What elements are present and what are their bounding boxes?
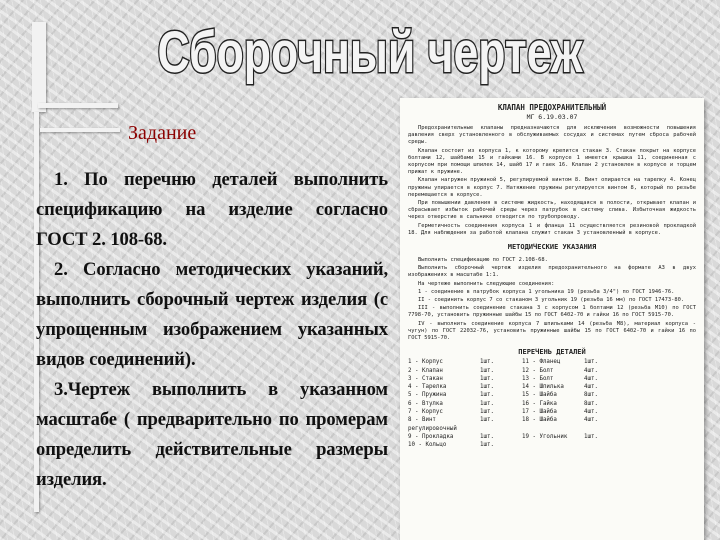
parts-row (408, 416, 696, 433)
parts-row (408, 367, 696, 375)
part-qty: 1шт. (480, 433, 494, 440)
part-name: 14 - Шпилька (522, 384, 564, 391)
part-qty: 4шт. (584, 367, 598, 374)
sheet-code: МГ 6.19.03.07 (526, 113, 578, 121)
part-name: 11 - Фланец (522, 359, 561, 366)
part-qty: 1шт. (480, 400, 494, 407)
parts-row (408, 433, 696, 441)
part-name: 17 - Шайба (522, 409, 557, 416)
part-name: 19 - Угольник (522, 433, 568, 440)
part-name: 7 - Корпус (408, 409, 443, 416)
title-text: Сборочный чертеж (157, 20, 584, 85)
part-name: 6 - Втулка (408, 400, 443, 407)
part-qty: 1шт. (480, 384, 494, 391)
decor-horizontal-bar-2 (40, 128, 120, 132)
description-paragraph: Герметичность соединения корпуса 1 и фланца 11 осуществляется резиновой прокладкой 18. Для наблюдения за работой клапана служит стакан 3 установленный в корпусе. (408, 222, 696, 236)
parts-row (408, 358, 696, 366)
methods-paragraph: III - выполнить соединение стакана 3 с корпусом 1 болтами 12 (резьба М10) по ГОСТ 7798-70, установить пружинные шайбы 15 по ГОСТ 6402-70 и гайки 16 по ГОСТ 5915-70. (408, 305, 696, 319)
sheet-title: КЛАПАН ПРЕДОХРАНИТЕЛЬНЫЙ (497, 103, 607, 112)
part-qty: 1шт. (480, 392, 494, 399)
part-qty: 4шт. (584, 375, 598, 382)
part-qty: 1шт. (584, 433, 598, 440)
description-paragraph: При повышении давления в системе жидкость, находящаяся в полости, открывает клапан и сбрасывает избыток рабочей среды через патрубок в систему слива. Избыточная жидкость через отверстие в сальнике отводится по трубопроводу. (408, 200, 696, 221)
part-name: 13 - Болт (522, 375, 554, 382)
part-name: 12 - Болт (522, 367, 554, 374)
methods-paragraph: IV - выполнить соединение корпуса 7 шпильками 14 (резьба М8), материал корпуса - чугун) по ГОСТ 22032-76, установить пружинные шайбы 15 по ГОСТ 6402-70 и гайки 16 по ГОСТ 5915-70. (408, 320, 696, 342)
methods-paragraph: Выполнить спецификацию по ГОСТ 2.108-68. (418, 257, 548, 264)
part-name: 16 - Гайка (522, 400, 557, 407)
part-name: 18 - Шайба (522, 417, 557, 424)
task-body (36, 165, 388, 495)
description-paragraph: Клапан нагружен пружиной 5, регулируемой винтом 8. Винт опирается на тарелку 4. Конец пружины упирается в корпус 7. Натяжение пружины регулируется винтом 8, который по резьбе перемещается в корпусе. (408, 177, 696, 198)
part-name: 2 - Клапан (408, 367, 443, 374)
part-qty: 1шт. (480, 442, 494, 449)
document-sheet (400, 98, 704, 540)
part-qty: 1шт. (584, 359, 598, 366)
part-name (522, 441, 584, 449)
parts-row (408, 408, 696, 416)
part-qty: 1шт. (480, 409, 494, 416)
parts-row (408, 383, 696, 391)
methods-paragraph: 1 - соединение в патрубок корпуса 1 угольника 19 (резьба 3/4") по ГОСТ 1946-76. (418, 288, 675, 295)
methods-paragraph: На чертеже выполнить следующие соединения: (418, 280, 555, 287)
parts-title: ПЕРЕЧЕНЬ ДЕТАЛЕЙ (518, 348, 586, 357)
part-name: 4 - Тарелка (408, 384, 447, 391)
part-name: 15 - Шайба (522, 392, 557, 399)
part-qty: 1шт. (480, 375, 494, 382)
part-qty: 4шт. (584, 409, 598, 416)
parts-row (408, 391, 696, 399)
parts-list (400, 358, 704, 449)
task-item-2: 2. Согласно методических указаний, выполнить сборочный чертеж изделия (с упрощенным изображением указанных видов соединений). (36, 259, 388, 370)
decor-vertical-bar (32, 22, 46, 112)
decor-horizontal-bar (38, 103, 118, 108)
parts-row (408, 441, 696, 449)
sheet-description (400, 121, 704, 237)
methods-text (400, 253, 704, 342)
part-name: 8 - Винт регулировочный (408, 417, 457, 432)
methods-title: МЕТОДИЧЕСКИЕ УКАЗАНИЯ (507, 243, 597, 252)
part-qty: 4шт. (584, 417, 598, 424)
part-qty: 8шт. (584, 392, 598, 399)
task-item-3: 3.Чертеж выполнить в указанном масштабе ( предварительно по промерам определить действительные размеры изделия. (36, 379, 388, 490)
parts-row (408, 400, 696, 408)
part-qty: 1шт. (480, 417, 494, 424)
part-qty: 4шт. (584, 384, 598, 391)
description-paragraph: Клапан состоит из корпуса 1, к которому крепится стакан 3. Стакан покрыт на корпусе болтами 12, шайбами 15 и гайками 16. В корпусе 1 имеется крышка 11, соединенная с корпусом при помощи шпилек 14, шайб 17 и гаек 16. Клапан 2 установлен в корпусе и торцем прижат к пружине. (408, 147, 696, 176)
parts-row (408, 375, 696, 383)
part-qty: 8шт. (584, 400, 598, 407)
part-name: 10 - Кольцо (408, 442, 447, 449)
task-item-1: 1. По перечню деталей выполнить спецификацию на изделие согласно ГОСТ 2. 108-68. (36, 169, 388, 250)
part-name: 5 - Пружина (408, 392, 447, 399)
description-paragraph: Предохранительные клапаны предназначаются для исключения возможности повышения давления сверх установленного в обслуживаемых сосудах и системах путем сброса рабочей среды. (408, 125, 696, 146)
task-heading: Задание (128, 122, 197, 144)
part-name: 1 - Корпус (408, 359, 443, 366)
title-banner (150, 0, 590, 88)
methods-paragraph: II - соединить корпус 7 со стаканом 3 угольник 19 (резьба 16 мм) по ГОСТ 17473-80. (418, 297, 685, 304)
part-qty: 1шт. (480, 359, 494, 366)
part-name: 3 - Стакан (408, 375, 443, 382)
part-qty (584, 441, 614, 449)
part-qty: 1шт. (480, 367, 494, 374)
part-name: 9 - Прокладка (408, 433, 454, 440)
methods-paragraph: Выполнить сборочный чертеж изделия предохранительного на формате А3 в двух изображениях в масштабе 1:1. (408, 265, 696, 279)
